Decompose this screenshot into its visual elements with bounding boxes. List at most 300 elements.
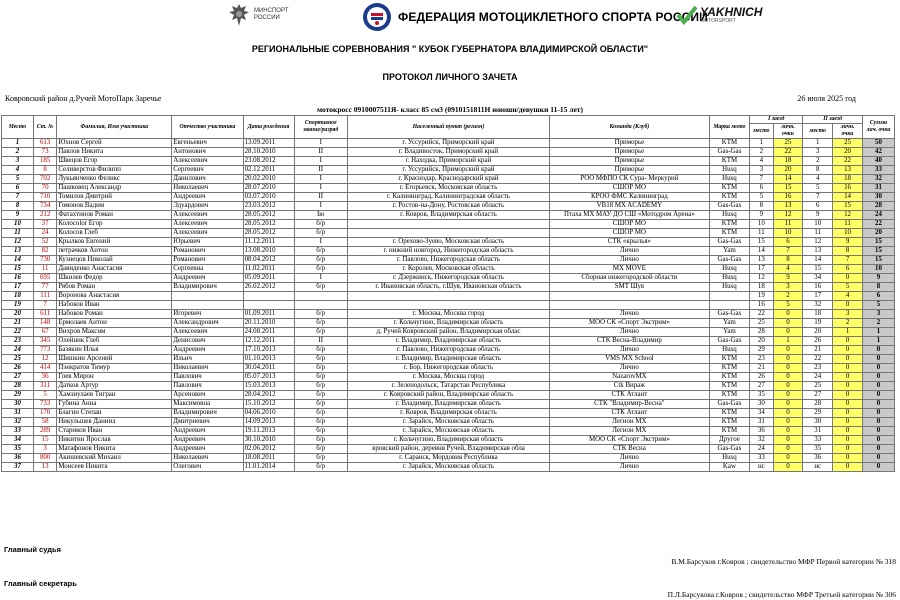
cell-bike: Kaw bbox=[709, 463, 749, 472]
cell-team: КРОО ФМС Калининград bbox=[550, 193, 710, 202]
cell-race2-pts: 2 bbox=[833, 319, 863, 328]
cell-rank: I bbox=[294, 175, 347, 184]
cell-race1-pts: 0 bbox=[773, 364, 803, 373]
col-team: Команда (Клуб) bbox=[550, 116, 710, 139]
cell-dob: 13.08.2010 bbox=[243, 247, 294, 256]
cell-total: 20 bbox=[862, 229, 894, 238]
cell-city: г. Владивосток, Приморский край bbox=[347, 148, 549, 157]
cell-total: 31 bbox=[862, 184, 894, 193]
cell-race1-pos: 25 bbox=[750, 319, 773, 328]
cell-place: 14 bbox=[2, 256, 34, 265]
cell-name: Колоcolor Егор bbox=[57, 220, 172, 229]
cell-rank: II bbox=[294, 337, 347, 346]
cell-city: г. Владимир, Владимирская область bbox=[347, 337, 549, 346]
cell-team: Приморье bbox=[550, 166, 710, 175]
col-start-no: Ст. № bbox=[33, 116, 56, 139]
cell-city: г. Уссурийск, Приморский край bbox=[347, 166, 549, 175]
cell-race2-pos: 36 bbox=[803, 454, 833, 463]
cell-total: 3 bbox=[862, 310, 894, 319]
cell-race1-pos: 13 bbox=[750, 256, 773, 265]
cell-patronymic: Андреевич bbox=[172, 274, 243, 283]
cell-city: г. Находка, Приморский край bbox=[347, 157, 549, 166]
cell-start-no: 212 bbox=[33, 211, 56, 220]
cell-patronymic: Олегович bbox=[172, 463, 243, 472]
cell-race2-pos: 3 bbox=[803, 148, 833, 157]
cell-dob: 28.04.2012 bbox=[243, 391, 294, 400]
table-row bbox=[2, 301, 895, 310]
cell-bike: KTM bbox=[709, 409, 749, 418]
table-row bbox=[2, 274, 895, 283]
cell-race1-pos: 6 bbox=[750, 184, 773, 193]
cell-place: 15 bbox=[2, 265, 34, 274]
cell-start-no: 8 bbox=[33, 166, 56, 175]
cell-race1-pos: 19 bbox=[750, 292, 773, 301]
cell-team: Лично bbox=[550, 256, 710, 265]
cell-race1-pos: 26 bbox=[750, 373, 773, 382]
col-city: Населенный пункт (регион) bbox=[347, 116, 549, 139]
cell-bike: KTM bbox=[709, 427, 749, 436]
table-row bbox=[2, 148, 895, 157]
cell-start-no: 36 bbox=[33, 373, 56, 382]
cell-patronymic: Евгеньевич bbox=[172, 139, 243, 148]
cell-total: 22 bbox=[862, 220, 894, 229]
cell-place: 8 bbox=[2, 202, 34, 211]
results-table bbox=[1, 115, 895, 472]
table-row bbox=[2, 355, 895, 364]
cell-name: Воронова Анастасия bbox=[57, 292, 172, 301]
cell-race2-pts: 13 bbox=[833, 166, 863, 175]
cell-rank: б/р bbox=[294, 355, 347, 364]
cell-bike bbox=[709, 301, 749, 310]
cell-total: 0 bbox=[862, 445, 894, 454]
cell-race2-pos: 21 bbox=[803, 346, 833, 355]
cell-team: Легион MX bbox=[550, 427, 710, 436]
cell-name: Матафонов Никита bbox=[57, 445, 172, 454]
cell-race2-pts: 0 bbox=[833, 346, 863, 355]
cell-place: 22 bbox=[2, 328, 34, 337]
cell-rank: I bbox=[294, 139, 347, 148]
cell-dob: 20.02.2010 bbox=[243, 175, 294, 184]
protocol-title: ПРОТОКОЛ ЛИЧНОГО ЗАЧЕТА bbox=[382, 72, 518, 82]
cell-race2-pos: 6 bbox=[803, 202, 833, 211]
cell-total: 1 bbox=[862, 328, 894, 337]
cell-start-no: 730 bbox=[33, 256, 56, 265]
cell-rank: б/р bbox=[294, 382, 347, 391]
cell-bike: Husq bbox=[709, 454, 749, 463]
cell-patronymic: Сергеевна bbox=[172, 265, 243, 274]
cell-rank: б/р bbox=[294, 229, 347, 238]
cell-team: СШОР МО bbox=[550, 184, 710, 193]
cell-place: 31 bbox=[2, 409, 34, 418]
cell-patronymic bbox=[172, 301, 243, 310]
table-row bbox=[2, 454, 895, 463]
cell-race2-pos: 29 bbox=[803, 409, 833, 418]
cell-team: Легион MX bbox=[550, 418, 710, 427]
cell-race1-pos: 18 bbox=[750, 283, 773, 292]
cell-race2-pos: 20 bbox=[803, 328, 833, 337]
cell-rank: б/р bbox=[294, 256, 347, 265]
cell-place: 7 bbox=[2, 193, 34, 202]
cell-bike: KTM bbox=[709, 355, 749, 364]
cell-city: г. Дзержинск, Нижегородская область bbox=[347, 274, 549, 283]
cell-total: 0 bbox=[862, 463, 894, 472]
cell-place: 29 bbox=[2, 391, 34, 400]
cell-race2-pos: 13 bbox=[803, 247, 833, 256]
cell-start-no: 52 bbox=[33, 238, 56, 247]
cell-patronymic: Николаевич bbox=[172, 364, 243, 373]
cell-patronymic: Алексеевич bbox=[172, 211, 243, 220]
cell-dob: 28.05.2012 bbox=[243, 229, 294, 238]
cell-race1-pts: 10 bbox=[773, 229, 803, 238]
cell-rank: б/р bbox=[294, 346, 347, 355]
cell-race1-pts: 0 bbox=[773, 310, 803, 319]
cell-bike: Husq bbox=[709, 283, 749, 292]
cell-dob: 19.11.2013 bbox=[243, 427, 294, 436]
cell-dob: 17.10.2013 bbox=[243, 346, 294, 355]
cell-race2-pts: 0 bbox=[833, 274, 863, 283]
cell-race1-pts: 3 bbox=[773, 283, 803, 292]
cell-race1-pts: 0 bbox=[773, 382, 803, 391]
cell-place: 34 bbox=[2, 436, 34, 445]
cell-start-no: 37 bbox=[33, 220, 56, 229]
cell-place: 12 bbox=[2, 238, 34, 247]
cell-race1-pts: 11 bbox=[773, 220, 803, 229]
cell-race2-pts: 22 bbox=[833, 157, 863, 166]
cell-start-no: 289 bbox=[33, 427, 56, 436]
cell-dob: 30.10.2010 bbox=[243, 436, 294, 445]
cell-total: 8 bbox=[862, 283, 894, 292]
cell-race2-pos: 27 bbox=[803, 391, 833, 400]
table-row bbox=[2, 202, 895, 211]
table-row bbox=[2, 166, 895, 175]
cell-rank: б/р bbox=[294, 328, 347, 337]
cell-race2-pts: 20 bbox=[833, 148, 863, 157]
cell-place: 17 bbox=[2, 283, 34, 292]
eagle-emblem-icon bbox=[228, 2, 250, 28]
cell-dob: 20.11.2010 bbox=[243, 319, 294, 328]
cell-name: Рябов Роман bbox=[57, 283, 172, 292]
cell-team: МОО СК «Спорт Экстрим» bbox=[550, 436, 710, 445]
cell-start-no: 82 bbox=[33, 247, 56, 256]
cell-race1-pos: 7 bbox=[750, 175, 773, 184]
cell-patronymic: Антонович bbox=[172, 148, 243, 157]
table-row bbox=[2, 220, 895, 229]
cell-race1-pos: нс bbox=[750, 463, 773, 472]
cell-team: СТК Весна bbox=[550, 445, 710, 454]
cell-dob: 14.09.2013 bbox=[243, 418, 294, 427]
cell-bike: Gas-Gas bbox=[709, 337, 749, 346]
cell-city: г. Зарайск, Московская область bbox=[347, 418, 549, 427]
cell-bike: KTM bbox=[709, 229, 749, 238]
cell-dob: 23.08.2012 bbox=[243, 157, 294, 166]
cell-race2-pts: 0 bbox=[833, 301, 863, 310]
cell-bike: Другое bbox=[709, 436, 749, 445]
cell-dob: 05.07.2013 bbox=[243, 373, 294, 382]
cell-race2-pts: 14 bbox=[833, 193, 863, 202]
cell-start-no: 11 bbox=[33, 265, 56, 274]
cell-name: Набоков Иван bbox=[57, 301, 172, 310]
cell-team: Сборная нижегородской области bbox=[550, 274, 710, 283]
cell-rank: I bbox=[294, 157, 347, 166]
cell-race2-pts: 0 bbox=[833, 454, 863, 463]
cell-total: 2 bbox=[862, 319, 894, 328]
judge-label: Главный судья bbox=[4, 545, 61, 554]
cell-start-no: 710 bbox=[33, 193, 56, 202]
cell-patronymic: Павлович bbox=[172, 373, 243, 382]
cell-total: 9 bbox=[862, 274, 894, 283]
cell-name: Давиденко Анастасия bbox=[57, 265, 172, 274]
cell-rank: б/р bbox=[294, 373, 347, 382]
cell-rank: б/р bbox=[294, 283, 347, 292]
cell-race1-pos: 12 bbox=[750, 274, 773, 283]
cell-bike: Gas-Gas bbox=[709, 238, 749, 247]
cell-race1-pts: 22 bbox=[773, 148, 803, 157]
cell-name: Вихров Максим bbox=[57, 328, 172, 337]
table-row bbox=[2, 418, 895, 427]
class-description: мотокросс 0910007511Я- класс 85 см3 (0910151811Н юноши/девушки 11-15 лет) bbox=[317, 105, 583, 114]
cell-team: СШОР МО bbox=[550, 229, 710, 238]
cell-start-no: 24 bbox=[33, 229, 56, 238]
cell-start-no: 5 bbox=[33, 391, 56, 400]
cell-team: Лично bbox=[550, 310, 710, 319]
cell-city: г. Уссурийск, Приморский край bbox=[347, 139, 549, 148]
cell-race1-pts: 12 bbox=[773, 211, 803, 220]
cell-race2-pts: 18 bbox=[833, 175, 863, 184]
cell-race2-pos: 5 bbox=[803, 184, 833, 193]
cell-start-no: 73 bbox=[33, 148, 56, 157]
cell-race1-pos: 28 bbox=[750, 328, 773, 337]
cell-bike: Gas-Gas bbox=[709, 400, 749, 409]
cell-team: Ctk Вираж bbox=[550, 382, 710, 391]
cell-rank: б/р bbox=[294, 409, 347, 418]
cell-rank bbox=[294, 292, 347, 301]
cell-race2-pos: 10 bbox=[803, 220, 833, 229]
cell-rank: I bbox=[294, 274, 347, 283]
federation-emblem-icon bbox=[362, 2, 392, 32]
cell-patronymic: Алексеевич bbox=[172, 328, 243, 337]
cell-dob: 03.07.2010 bbox=[243, 193, 294, 202]
minsport-line2: РОССИИ bbox=[254, 15, 280, 21]
cell-dob: 28.05.2012 bbox=[243, 211, 294, 220]
cell-race2-pts: 4 bbox=[833, 292, 863, 301]
cell-race1-pos: 3 bbox=[750, 166, 773, 175]
table-row bbox=[2, 427, 895, 436]
cell-race2-pts: 0 bbox=[833, 391, 863, 400]
cell-patronymic: Алексеевич bbox=[172, 157, 243, 166]
cell-name: Крылков Евгений bbox=[57, 238, 172, 247]
cell-bike: KTM bbox=[709, 157, 749, 166]
cell-bike: KTM bbox=[709, 364, 749, 373]
cell-place: 2 bbox=[2, 148, 34, 157]
cell-city: г. Москва, Москва город bbox=[347, 373, 549, 382]
col-race1: I заезд bbox=[750, 116, 803, 124]
cell-dob: 18.08.2011 bbox=[243, 454, 294, 463]
minsport-line1: МИНСПОРТ bbox=[254, 8, 289, 14]
cell-city: г. Павлово, Нижегородская область bbox=[347, 256, 549, 265]
cell-name: Акишевский Михаил bbox=[57, 454, 172, 463]
cell-name: Стариков Иван bbox=[57, 427, 172, 436]
cell-bike bbox=[709, 292, 749, 301]
cell-patronymic: Андреевич bbox=[172, 193, 243, 202]
cell-race1-pts: 0 bbox=[773, 427, 803, 436]
cell-race1-pts: 0 bbox=[773, 328, 803, 337]
checkmark-icon bbox=[676, 4, 698, 26]
cell-patronymic: Павлович bbox=[172, 382, 243, 391]
cell-race2-pos: 32 bbox=[803, 301, 833, 310]
cell-city: г. нижний новгород, Нижегородская область bbox=[347, 247, 549, 256]
cell-place: 16 bbox=[2, 274, 34, 283]
table-row bbox=[2, 184, 895, 193]
cell-total: 15 bbox=[862, 238, 894, 247]
col-race2: II заезд bbox=[803, 116, 863, 124]
cell-city: д. Ручей Ковровский район, Владимирская облас bbox=[347, 328, 549, 337]
cell-race2-pos: 19 bbox=[803, 319, 833, 328]
table-row bbox=[2, 319, 895, 328]
table-row bbox=[2, 409, 895, 418]
cell-name: Губина Анна bbox=[57, 400, 172, 409]
cell-place: 36 bbox=[2, 454, 34, 463]
cell-race1-pos: 32 bbox=[750, 436, 773, 445]
cell-race1-pos: 33 bbox=[750, 454, 773, 463]
cell-city: г. Кольчугино, Владимирская область bbox=[347, 319, 549, 328]
table-row bbox=[2, 337, 895, 346]
cell-race2-pts: 0 bbox=[833, 445, 863, 454]
cell-place: 3 bbox=[2, 157, 34, 166]
table-row bbox=[2, 139, 895, 148]
cell-patronymic: Николаевич bbox=[172, 454, 243, 463]
cell-race1-pts: 0 bbox=[773, 373, 803, 382]
cell-name: Пэнкратов Тимур bbox=[57, 364, 172, 373]
cell-bike: Gas-Gas bbox=[709, 445, 749, 454]
cell-team: NazarovMX bbox=[550, 373, 710, 382]
cell-race2-pos: нс bbox=[803, 463, 833, 472]
cell-bike: Husq bbox=[709, 274, 749, 283]
cell-race1-pos: 20 bbox=[750, 337, 773, 346]
cell-start-no: 3 bbox=[33, 445, 56, 454]
cell-city: г. Орехово-Зуево, Московская область bbox=[347, 238, 549, 247]
cell-total: 24 bbox=[862, 211, 894, 220]
cell-race1-pts: 6 bbox=[773, 238, 803, 247]
cell-dob: 02.12.2011 bbox=[243, 166, 294, 175]
table-row bbox=[2, 238, 895, 247]
cell-place: 33 bbox=[2, 427, 34, 436]
col-place: Место bbox=[2, 116, 34, 139]
table-row bbox=[2, 436, 895, 445]
cell-total: 10 bbox=[862, 265, 894, 274]
cell-patronymic: Игоревич bbox=[172, 310, 243, 319]
cell-dob: 15.10.2012 bbox=[243, 400, 294, 409]
table-row bbox=[2, 382, 895, 391]
cell-dob: 04.06.2010 bbox=[243, 409, 294, 418]
cell-race1-pos: 15 bbox=[750, 238, 773, 247]
cell-race2-pos: 12 bbox=[803, 238, 833, 247]
cell-start-no: 12 bbox=[33, 355, 56, 364]
cell-race2-pos: 17 bbox=[803, 292, 833, 301]
col-total: Сумма лич. очки bbox=[862, 116, 894, 139]
cell-team: SMT Шуя bbox=[550, 283, 710, 292]
cell-name: Кузнецов Николай bbox=[57, 256, 172, 265]
cell-start-no: 733 bbox=[33, 400, 56, 409]
event-date: 26 июля 2025 год bbox=[797, 94, 856, 103]
cell-start-no: 58 bbox=[33, 418, 56, 427]
col-patronymic: Отчество участника bbox=[172, 116, 243, 139]
cell-race1-pts: 0 bbox=[773, 355, 803, 364]
table-row bbox=[2, 364, 895, 373]
cell-race1-pos: 31 bbox=[750, 418, 773, 427]
cell-race1-pts: 16 bbox=[773, 193, 803, 202]
cell-patronymic: Денисович bbox=[172, 337, 243, 346]
cell-total: 0 bbox=[862, 391, 894, 400]
cell-name: Благин Степан bbox=[57, 409, 172, 418]
cell-dob: 02.06.2012 bbox=[243, 445, 294, 454]
cell-race1-pts: 2 bbox=[773, 292, 803, 301]
cell-total: 0 bbox=[862, 364, 894, 373]
cell-bike: Husq bbox=[709, 166, 749, 175]
cell-patronymic: Сергеевич bbox=[172, 166, 243, 175]
cell-patronymic: Юрьевич bbox=[172, 238, 243, 247]
cell-race1-pts: 0 bbox=[773, 346, 803, 355]
table-row bbox=[2, 211, 895, 220]
cell-patronymic: Романович bbox=[172, 247, 243, 256]
table-row bbox=[2, 292, 895, 301]
cell-race2-pts: 7 bbox=[833, 256, 863, 265]
cell-name: Ермолаев Антон bbox=[57, 319, 172, 328]
cell-rank: б/р bbox=[294, 400, 347, 409]
cell-race2-pos: 8 bbox=[803, 166, 833, 175]
cell-start-no: 170 bbox=[33, 409, 56, 418]
cell-city: г. Саранск, Мордовия Республика bbox=[347, 454, 549, 463]
cell-race2-pos: 18 bbox=[803, 310, 833, 319]
cell-total: 42 bbox=[862, 148, 894, 157]
cell-race1-pos: 23 bbox=[750, 355, 773, 364]
cell-city: г. Владимир, Владимирская область bbox=[347, 400, 549, 409]
cell-place: 30 bbox=[2, 400, 34, 409]
cell-name: Колосов Глеб bbox=[57, 229, 172, 238]
cell-team: VMS MX School bbox=[550, 355, 710, 364]
table-row bbox=[2, 445, 895, 454]
cell-patronymic: Максимовна bbox=[172, 400, 243, 409]
cell-city: г. Павлово, Нижегородская область bbox=[347, 346, 549, 355]
cell-name: Селиверстов Филипп bbox=[57, 166, 172, 175]
cell-name: Гомонов Вадим bbox=[57, 202, 172, 211]
table-row bbox=[2, 391, 895, 400]
cell-team: СТК Атлант bbox=[550, 391, 710, 400]
cell-bike: Yam bbox=[709, 319, 749, 328]
cell-place: 9 bbox=[2, 211, 34, 220]
cell-rank: б/р bbox=[294, 436, 347, 445]
cell-start-no: 67 bbox=[33, 328, 56, 337]
cell-team: СТК "Владимир-Весна" bbox=[550, 400, 710, 409]
cell-race1-pts: 0 bbox=[773, 391, 803, 400]
cell-race2-pts: 8 bbox=[833, 247, 863, 256]
cell-patronymic: Арсенович bbox=[172, 391, 243, 400]
cell-bike: Husq bbox=[709, 346, 749, 355]
cell-rank: б/р bbox=[294, 220, 347, 229]
cell-total: 40 bbox=[862, 157, 894, 166]
cell-race2-pts: 0 bbox=[833, 427, 863, 436]
cell-race2-pts: 3 bbox=[833, 310, 863, 319]
cell-dob bbox=[243, 292, 294, 301]
cell-start-no: 734 bbox=[33, 202, 56, 211]
cell-race1-pos: 22 bbox=[750, 310, 773, 319]
venue: Ковровский район д.Ручей МотоПарк Заречье bbox=[5, 94, 162, 103]
competition-title: РЕГИОНАЛЬНЫЕ СОРЕВНОВАНИЯ " КУБОК ГУБЕРНАТОРА ВЛАДИМИРСКОЙ ОБЛАСТИ" bbox=[251, 44, 649, 54]
cell-race1-pos: 24 bbox=[750, 445, 773, 454]
sponsor-sub: MOTORSPORT bbox=[700, 18, 736, 24]
cell-rank: б/р bbox=[294, 454, 347, 463]
cell-patronymic: Андреевич bbox=[172, 436, 243, 445]
cell-city: г. Ковров, Владимирская область bbox=[347, 211, 549, 220]
